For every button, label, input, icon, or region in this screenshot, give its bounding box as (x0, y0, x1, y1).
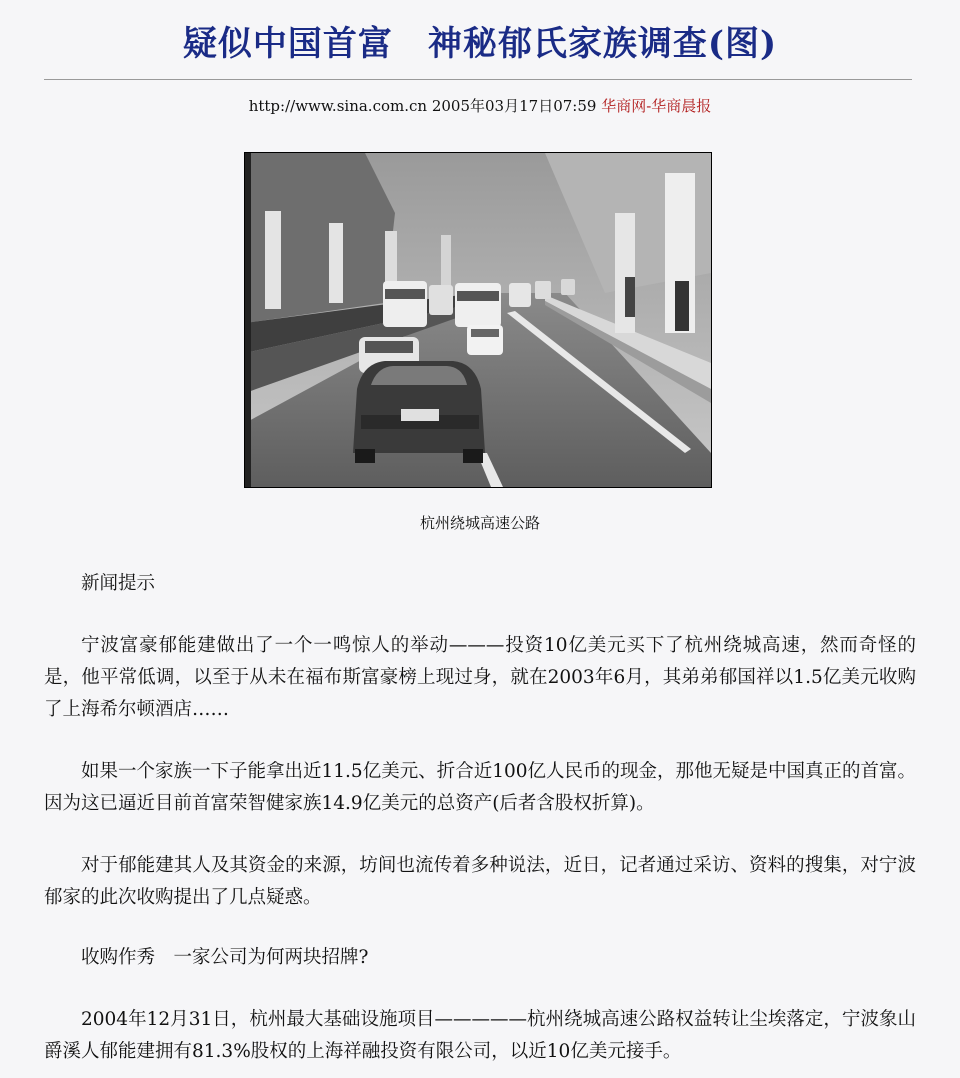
meta-url[interactable]: http://www.sina.com.cn (248, 97, 428, 115)
meta-source-link[interactable]: 华商网-华商晨报 (601, 97, 712, 115)
article-meta (0, 96, 960, 116)
paragraph-intro: 宁波富豪郁能建做出了一个一鸣惊人的举动———投资10亿美元买下了杭州绕城高速，然而奇怪的是，他平常低调，以至于从未在福布斯富豪榜上现过身，就在2003年6月，其弟弟郁国祥以1.5亿美元收购了上海希尔顿酒店…… (44, 635, 916, 720)
paragraph-news-hint: 新闻提示 (81, 573, 156, 594)
highway-photo-illustration (245, 153, 711, 487)
article-title: 疑似中国首富 神秘郁氏家族调查(图) (182, 24, 778, 64)
photo-caption: 杭州绕城高速公路 (419, 514, 540, 532)
section-heading: 收购作秀 一家公司为何两块招牌? (81, 947, 369, 968)
paragraph-acquisition: 2004年12月31日，杭州最大基础设施项目—————杭州绕城高速公路权益转让尘埃落定，宁波象山爵溪人郁能建拥有81.3%股权的上海祥融投资有限公司，以近10亿美元接手。 (44, 1009, 916, 1062)
paragraph-richest: 如果一个家族一下子能拿出近11.5亿美元、折合近100亿人民币的现金，那他无疑是中国真正的首富。因为这已逼近目前首富荣智健家族14.9亿美元的总资产(后者含股权折算)。 (44, 761, 917, 814)
meta-datetime: 2005年03月17日07:59 (431, 97, 597, 115)
paragraph-doubts: 对于郁能建其人及其资金的来源，坊间也流传着多种说法，近日，记者通过采访、资料的搜集，对宁波郁家的此次收购提出了几点疑惑。 (44, 855, 916, 908)
title-divider (44, 79, 912, 80)
article-photo (244, 152, 712, 488)
